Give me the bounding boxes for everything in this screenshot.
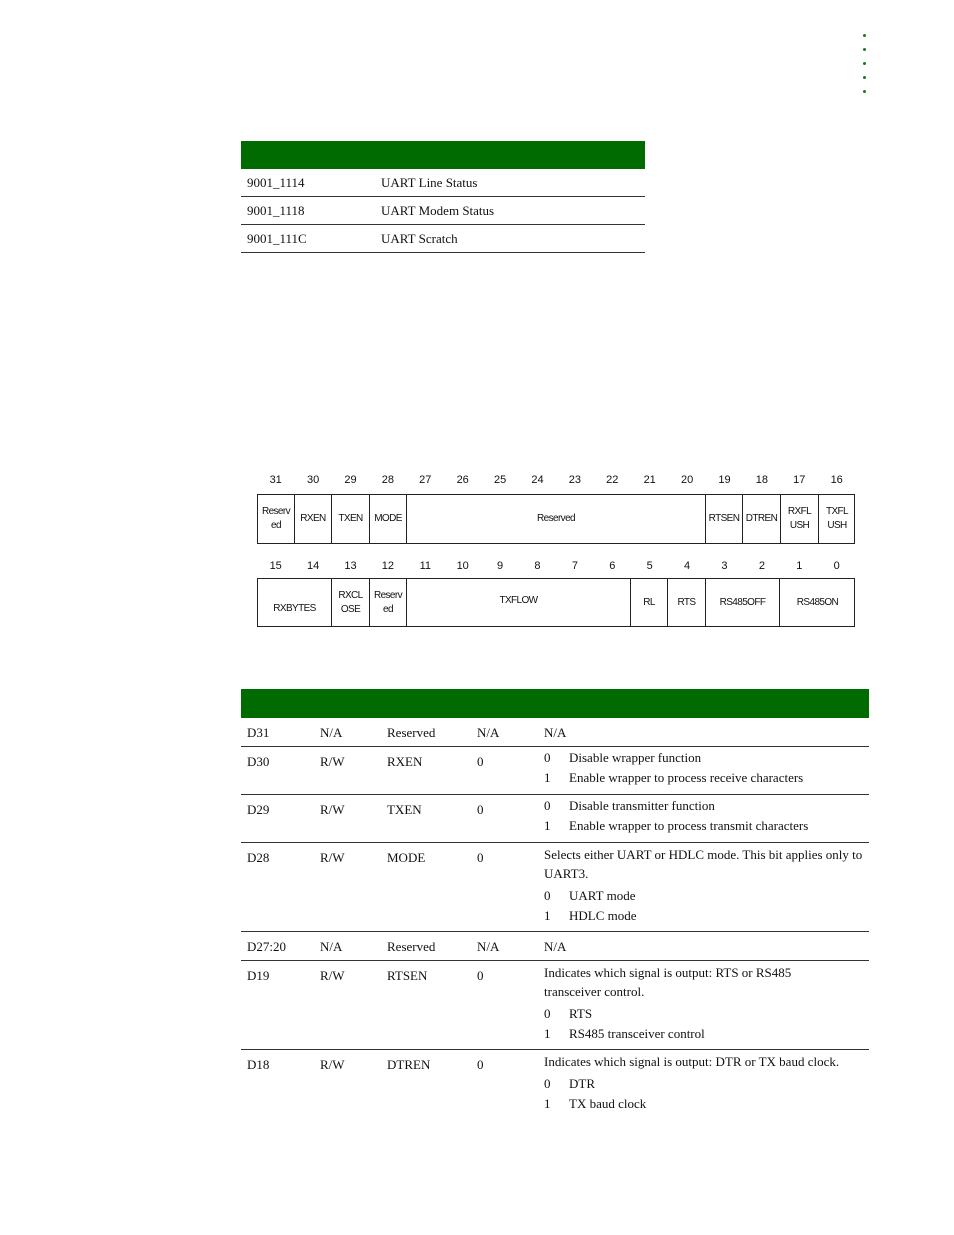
bit-number: 31 — [269, 474, 282, 486]
bit-number: 19 — [718, 474, 731, 486]
bit-number: 23 — [568, 474, 581, 486]
access-cell: N/A — [320, 939, 343, 954]
table-row — [241, 961, 869, 1050]
table-row — [241, 169, 645, 197]
bit-field: TXFL USH — [825, 506, 849, 531]
option-row — [544, 1024, 865, 1044]
reset-cell: 0 — [477, 754, 484, 769]
description-text: Indicates which signal is output: DTR or TX baud clock. — [544, 1054, 840, 1069]
description-text: Selects either UART or HDLC mode. This bit applies only to UART3. — [544, 847, 863, 881]
description-cell — [544, 845, 865, 926]
table-header-bar — [241, 689, 869, 718]
bit-field: TXFLOW — [407, 579, 631, 626]
option-row — [544, 1094, 865, 1114]
bit-field: MODE — [370, 495, 407, 543]
register-address: 9001_111C — [247, 230, 307, 246]
option-text: Enable wrapper to process receive characters — [569, 770, 804, 785]
register-address: 9001_1114 — [247, 174, 305, 190]
bit-number: 14 — [306, 560, 320, 572]
mnemonic-cell: Reserved — [387, 939, 436, 954]
bit-number: 15 — [269, 560, 282, 572]
bits-cell: D27:20 — [247, 939, 286, 954]
margin-dot — [863, 34, 866, 37]
bit-number: 3 — [721, 560, 728, 572]
bit-field: RL — [631, 579, 668, 626]
option-text: Disable wrapper function — [569, 750, 702, 765]
bits-cell: D30 — [247, 754, 270, 769]
lower-bit-fields — [257, 578, 855, 627]
mnemonic-cell: TXEN — [387, 802, 422, 817]
margin-dot — [863, 76, 866, 79]
description-cell — [544, 963, 865, 1044]
bits-cell: D31 — [247, 725, 270, 740]
register-address: 9001_1118 — [247, 202, 305, 218]
option-row — [544, 886, 865, 906]
option-text: RS485 transceiver control — [569, 1026, 705, 1041]
reset-cell: 0 — [477, 1057, 484, 1072]
margin-dot — [863, 62, 866, 65]
description-cell — [544, 748, 865, 788]
bit-field: TXEN — [332, 495, 370, 543]
option-value: 0 — [544, 1006, 551, 1021]
mnemonic-cell: DTREN — [387, 1057, 431, 1072]
bit-field: RXEN — [295, 495, 332, 543]
option-row — [544, 906, 865, 926]
access-cell: R/W — [320, 802, 345, 817]
bit-field: Reserv ed — [258, 495, 295, 543]
bit-definition-table — [241, 689, 869, 1120]
option-text: HDLC mode — [569, 908, 637, 923]
bit-field: RXCL OSE — [332, 579, 370, 626]
bit-field: RTSEN — [706, 495, 743, 543]
access-cell: R/W — [320, 1057, 345, 1072]
table-row — [241, 843, 869, 932]
register-name: UART Modem Status — [381, 202, 495, 218]
option-value: 1 — [544, 818, 551, 833]
table-row — [241, 718, 869, 747]
option-value: 1 — [544, 770, 551, 785]
option-text: RTS — [569, 1006, 593, 1021]
reset-cell: N/A — [477, 939, 500, 954]
bit-number: 6 — [609, 560, 616, 572]
option-row — [544, 748, 865, 768]
reset-cell: N/A — [477, 725, 500, 740]
bit-number: 2 — [758, 560, 765, 572]
table-header-bar — [241, 141, 645, 169]
bit-number: 28 — [381, 474, 394, 486]
bit-number: 27 — [419, 474, 432, 486]
description-cell: N/A — [544, 939, 567, 954]
bit-field: Reserved — [407, 495, 706, 543]
option-value: 0 — [544, 750, 551, 765]
bit-field: DTREN — [743, 495, 781, 543]
option-value: 1 — [544, 1026, 551, 1041]
register-name: UART Scratch — [381, 230, 458, 246]
table-row — [241, 225, 645, 253]
bit-number: 24 — [531, 474, 544, 486]
reset-cell: 0 — [477, 802, 484, 817]
bit-number: 12 — [381, 560, 394, 572]
option-text: UART mode — [569, 888, 636, 903]
bit-number: 13 — [344, 560, 357, 572]
option-text: TX baud clock — [569, 1096, 647, 1111]
lower-bit-numbers — [257, 560, 855, 574]
margin-dots — [863, 34, 871, 104]
bit-number: 16 — [830, 474, 843, 486]
option-text: DTR — [569, 1076, 595, 1091]
mnemonic-cell: RTSEN — [387, 968, 428, 983]
option-row — [544, 1074, 865, 1094]
bit-number: 26 — [456, 474, 469, 486]
register-name: UART Line Status — [381, 174, 478, 190]
description-cell: N/A — [544, 725, 567, 740]
bit-field: RS485ON — [796, 596, 839, 608]
bit-number: 8 — [534, 560, 541, 572]
bit-number: 0 — [833, 560, 840, 572]
bit-number: 11 — [419, 560, 431, 572]
bit-number: 4 — [684, 560, 691, 572]
margin-dot — [863, 48, 866, 51]
table-row — [241, 747, 869, 795]
bit-number: 1 — [796, 560, 803, 572]
option-row — [544, 816, 865, 836]
bit-field: Reserv ed — [370, 579, 407, 626]
option-value: 1 — [544, 1096, 551, 1111]
option-value: 0 — [544, 888, 551, 903]
access-cell: R/W — [320, 968, 345, 983]
bit-number: 30 — [306, 474, 320, 486]
description-text: Indicates which signal is output: RTS or RS485 transceiver control. — [544, 965, 792, 999]
table-row — [241, 1050, 869, 1120]
access-cell: R/W — [320, 754, 345, 769]
bit-field: RXBYTES — [258, 579, 332, 626]
bit-number: 17 — [793, 474, 806, 486]
mnemonic-cell: Reserved — [387, 725, 436, 740]
option-row — [544, 796, 865, 816]
table-row — [241, 932, 869, 961]
bit-number: 29 — [344, 474, 357, 486]
bit-field: RTS — [668, 579, 706, 626]
mnemonic-cell: MODE — [387, 850, 426, 865]
option-row — [544, 768, 865, 788]
access-cell: R/W — [320, 850, 345, 865]
margin-dot — [863, 90, 866, 93]
bit-number: 18 — [755, 474, 768, 486]
description-cell — [544, 796, 865, 836]
option-value: 0 — [544, 798, 551, 813]
bit-number: 9 — [497, 560, 504, 572]
bits-cell: D28 — [247, 850, 270, 865]
bit-number: 7 — [571, 560, 578, 572]
table-row — [241, 197, 645, 225]
mnemonic-cell: RXEN — [387, 754, 423, 769]
option-text: Disable transmitter function — [569, 798, 715, 813]
option-text: Enable wrapper to process transmit characters — [569, 818, 809, 833]
access-cell: N/A — [320, 725, 343, 740]
bit-number: 10 — [456, 560, 469, 572]
register-address-table — [241, 141, 645, 253]
bit-number: 22 — [606, 474, 619, 486]
option-value: 1 — [544, 908, 551, 923]
bit-field: RXFL USH — [781, 495, 819, 543]
bit-field: RS485OFF — [706, 579, 780, 626]
option-row — [544, 1004, 865, 1024]
bits-cell: D18 — [247, 1057, 270, 1072]
reset-cell: 0 — [477, 850, 484, 865]
bits-cell: D29 — [247, 802, 270, 817]
bit-number: 25 — [493, 474, 507, 486]
bit-number: 21 — [643, 474, 656, 486]
reset-cell: 0 — [477, 968, 484, 983]
bit-number: 5 — [646, 560, 653, 572]
table-row — [241, 795, 869, 843]
upper-bit-numbers — [257, 474, 855, 488]
option-value: 0 — [544, 1076, 551, 1091]
bits-cell: D19 — [247, 968, 270, 983]
description-cell — [544, 1052, 865, 1114]
upper-bit-fields — [257, 494, 855, 544]
bit-number: 20 — [680, 474, 694, 486]
